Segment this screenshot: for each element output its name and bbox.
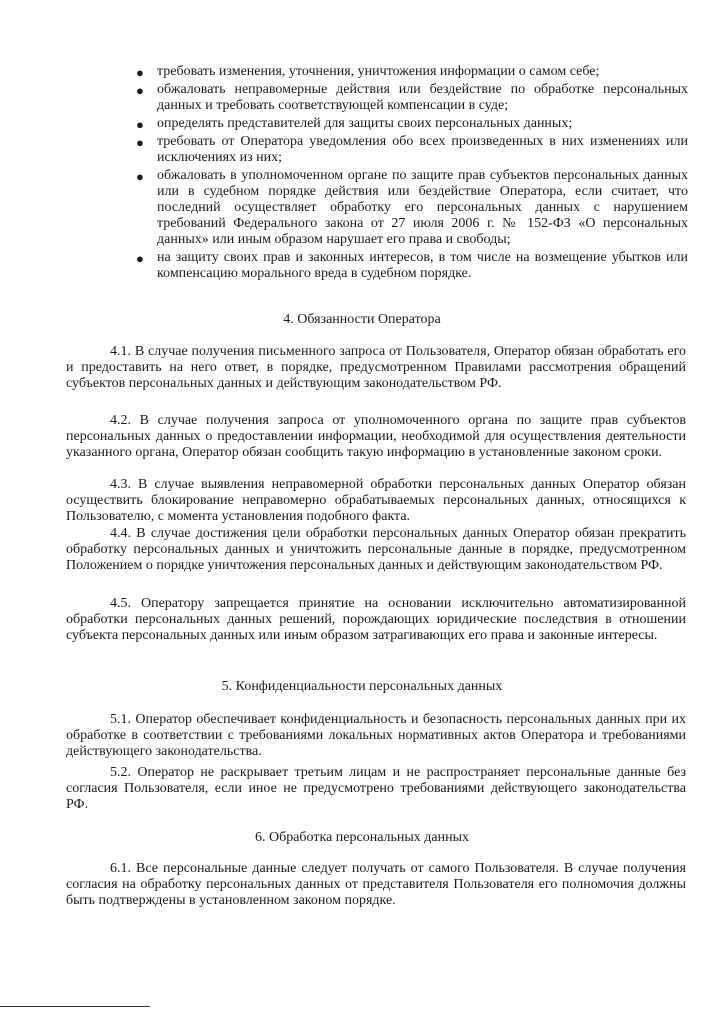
bullet-icon: ●: [136, 117, 144, 132]
bullet-icon: ●: [136, 65, 144, 80]
paragraph-4-4: 4.4. В случае достижения цели обработки персональных данных Оператор обязан прекратить обработку персональных данных и уничтожить персональные данные в порядке, предусмотренном Положением о порядке уничтожения персональных данных и действующим законодательством РФ.: [66, 526, 686, 573]
section-6-heading: 6. Обработка персональных данных: [254, 830, 470, 845]
bullet-text: определять представителей для защиты своих персональных данных;: [157, 116, 573, 131]
bullet-text: обжаловать в уполномоченном органе по защите прав субъектов персональных данных или в судебном порядке действия или бездействие Оператора, если считает, что последний осуществляет обработку его персональных данных с нарушением требований Федерального закона от 27 июля 2006 г. № 152-ФЗ «О персональных данных» или иным образом нарушает его права и свободы;: [157, 168, 688, 247]
list-item: [136, 168, 688, 248]
rights-bullet-list: [136, 64, 688, 284]
list-item: [136, 64, 688, 80]
paragraph-4-2: 4.2. В случае получения запроса от уполномоченного органа по защите прав субъектов персональных данных о предоставлении информации, необходимой для осуществления деятельности указанного органа, Оператор обязан сообщить такую информацию в установленные законом сроки.: [66, 413, 686, 460]
footnote-divider: [0, 1006, 150, 1007]
paragraph-4-3: 4.3. В случае выявления неправомерной обработки персональных данных Оператор обязан осуществить блокирование неправомерно обрабатываемых персональных данных, относящихся к Пользователю, с момента установления подобного факта.: [66, 477, 686, 524]
bullet-text: требовать изменения, уточнения, уничтожения информации о самом себе;: [157, 64, 600, 79]
bullet-icon: ●: [136, 83, 144, 98]
bullet-icon: ●: [136, 135, 144, 150]
bullet-text: обжаловать неправомерные действия или бездействие по обработке персональных данных и требовать соответствующей компенсации в суде;: [157, 82, 688, 113]
paragraph-4-1: 4.1. В случае получения письменного запроса от Пользователя, Оператор обязан обработать его и предоставить на него ответ, в порядке, предусмотренном Правилами рассмотрения обращений субъектов персональных данных и действующим законодательством РФ.: [66, 344, 686, 391]
paragraph-5-1: 5.1. Оператор обеспечивает конфиденциальность и безопасность персональных данных при их обработке в соответствии с требованиями локальных нормативных актов Оператора и требованиями действующего законодательства.: [66, 712, 686, 759]
section-4-heading: 4. Обязанности Оператора: [283, 312, 441, 327]
bullet-text: на защиту своих прав и законных интересов, в том числе на возмещение убытков или компенсацию морального вреда в судебном порядке.: [157, 250, 688, 281]
paragraph-4-5: 4.5. Оператору запрещается принятие на основании исключительно автоматизированной обработки персональных данных решений, порождающих юридические последствия в отношении субъекта персональных данных или иным образом затрагивающих его права и законные интересы.: [66, 596, 686, 643]
list-item: [136, 116, 688, 132]
paragraph-6-1: 6.1. Все персональные данные следует получать от самого Пользователя. В случае получения согласия на обработку персональных данных от представителя Пользователя его полномочия должны быть подтверждены в установленном законом порядке.: [66, 861, 686, 908]
bullet-icon: ●: [136, 169, 144, 184]
section-5-heading: 5. Конфиденциальности персональных данных: [221, 679, 503, 694]
bullet-icon: ●: [136, 251, 144, 266]
list-item: [136, 250, 688, 282]
list-item: [136, 134, 688, 166]
bullet-text: требовать от Оператора уведомления обо всех произведенных в них изменениях или исключениях из них;: [157, 134, 688, 165]
list-item: [136, 82, 688, 114]
paragraph-5-2: 5.2. Оператор не раскрывает третьим лицам и не распространяет персональные данные без согласия Пользователя, если иное не предусмотрено требованиями действующего законодательства РФ.: [66, 765, 686, 812]
